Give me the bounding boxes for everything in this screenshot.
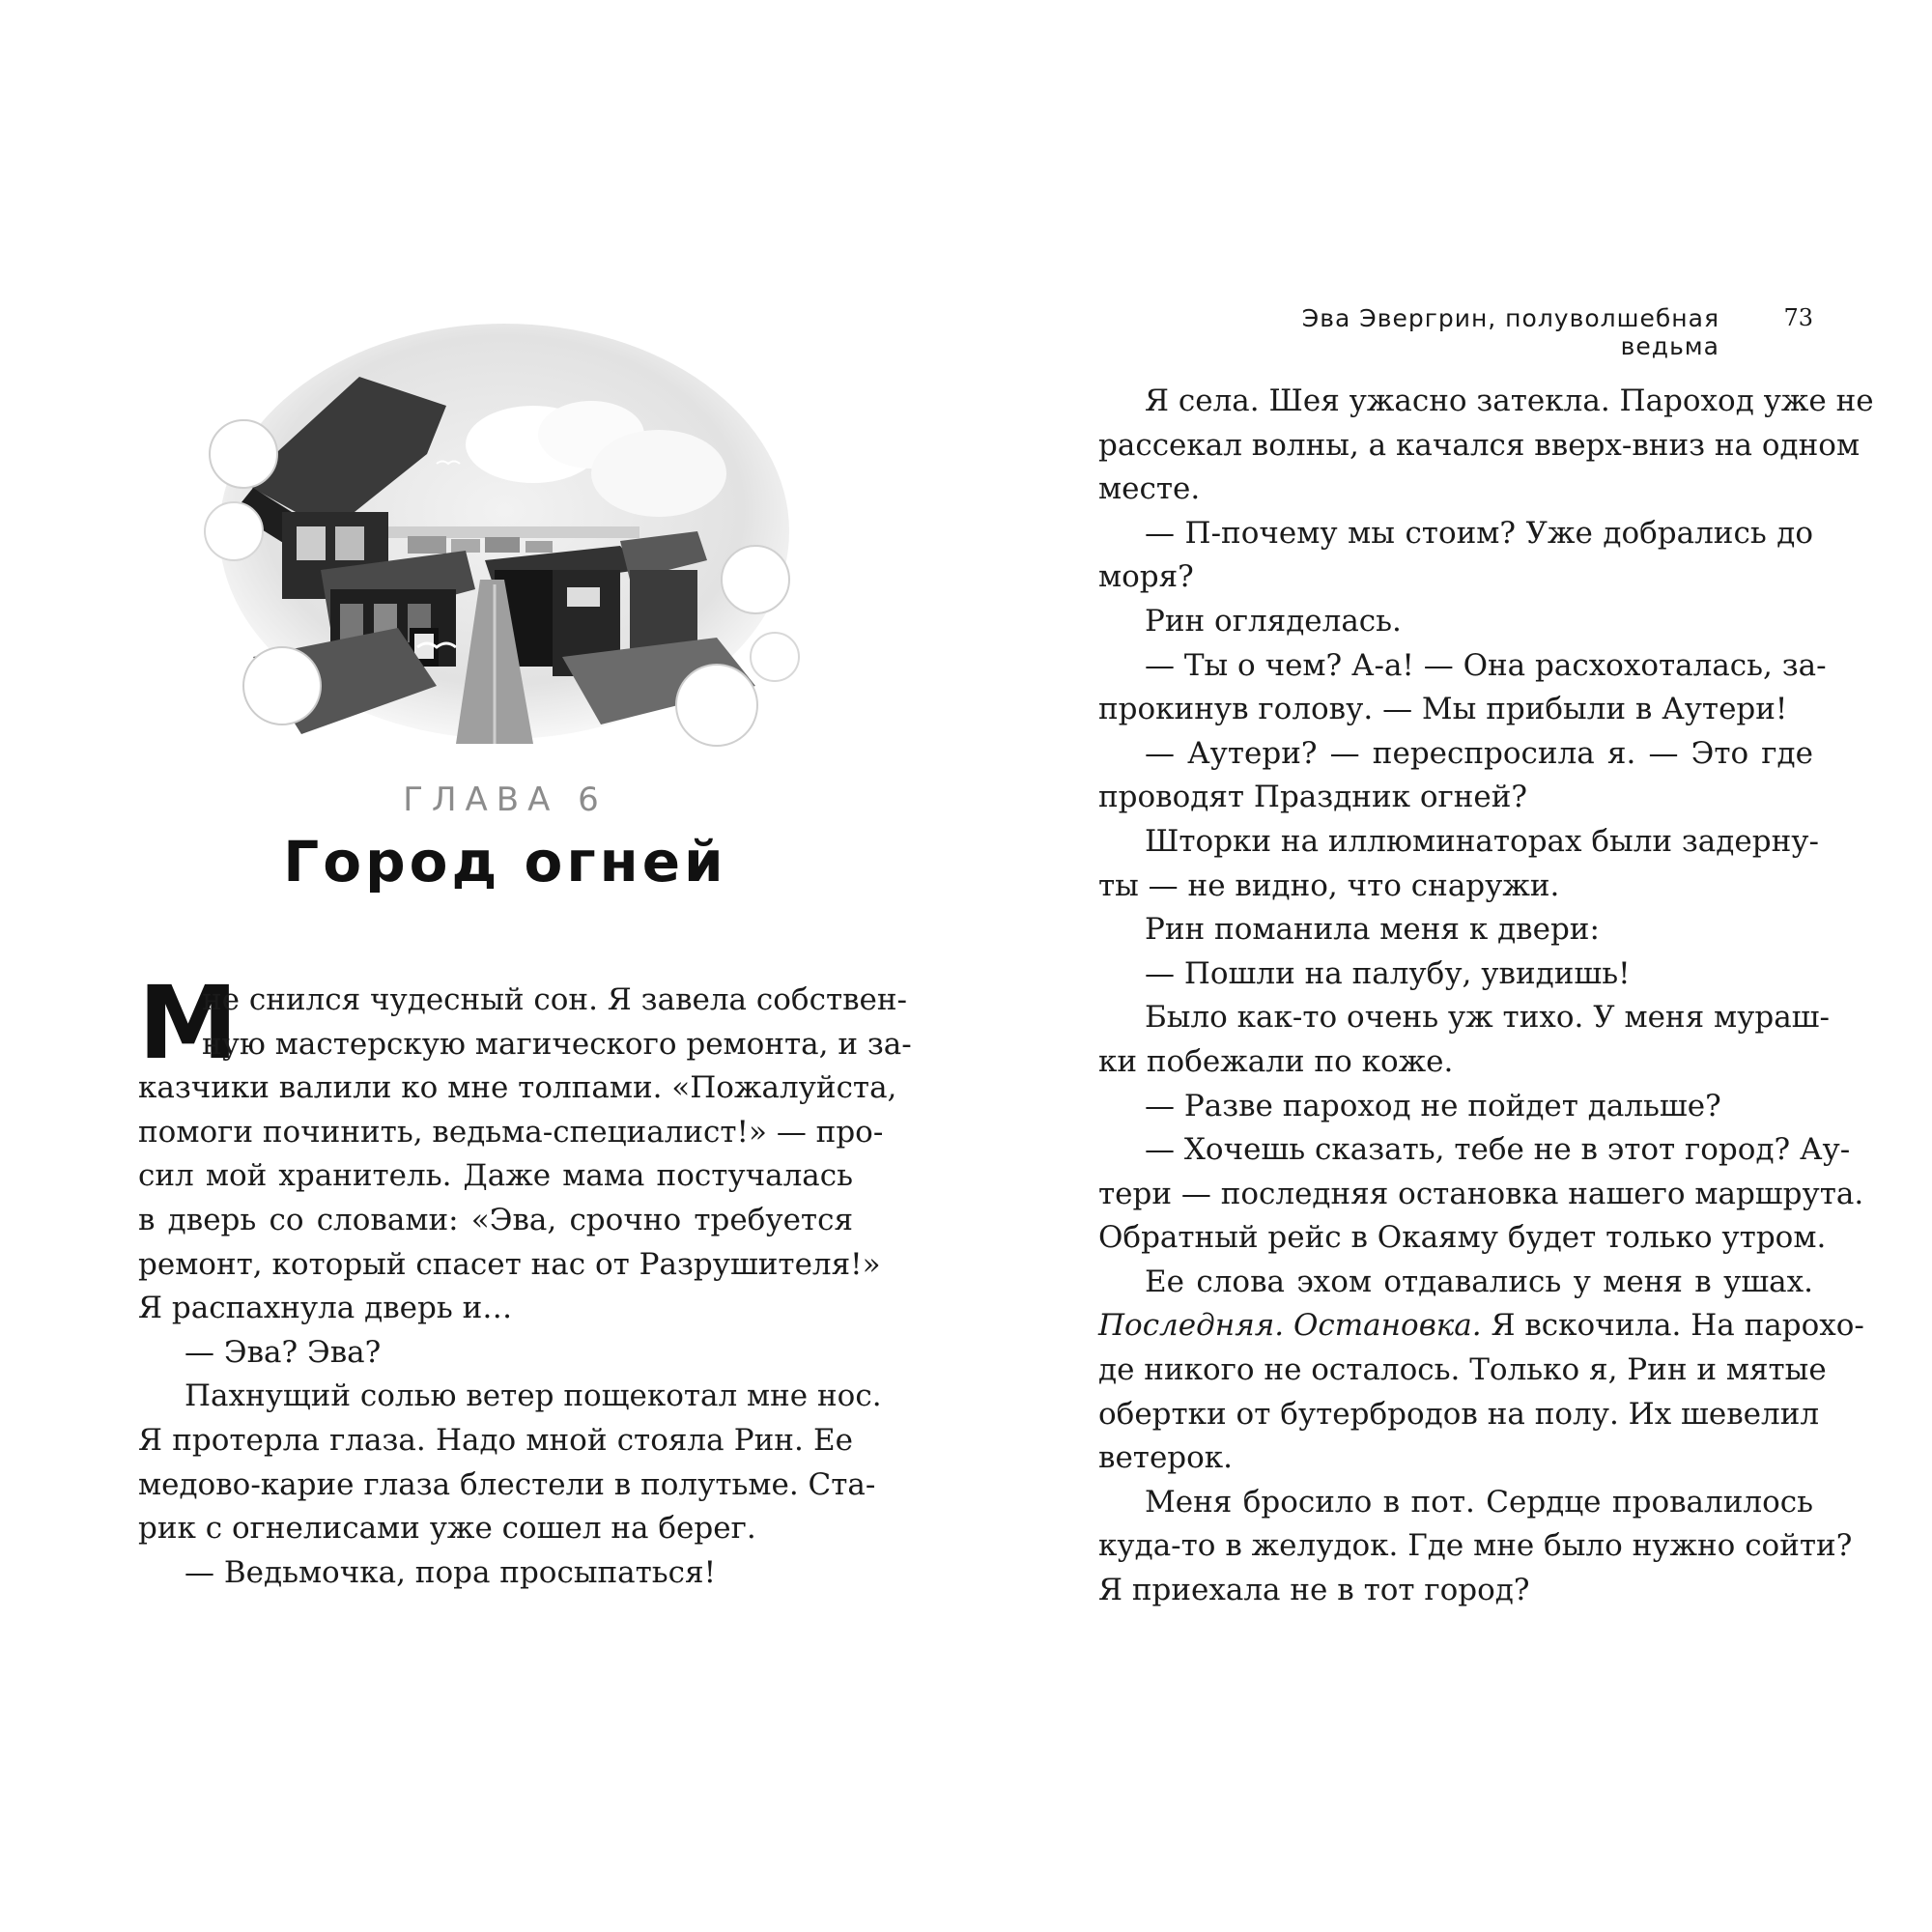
text-line: медово-карие глаза блестели в полутьме. Ста- [138,1466,876,1502]
text-line: проводят Праздник огней? [1098,780,1528,815]
text-line: — П-почему мы стоим? Уже добрались до [1145,515,1813,551]
text-line: ты — не видно, что снаружи. [1098,867,1560,903]
text-line: помоги починить, ведьма-специалист!» — про- [138,1114,884,1150]
text-line: — Эва? Эва? [185,1334,382,1370]
text-line: ремонт, который спасет нас от Разрушителя!» [138,1246,881,1282]
text-line: казчики валили ко мне толпами. «Пожалуйста, [138,1070,897,1106]
text-line: Ее слова эхом отдавались у меня в ушах. [1145,1264,1813,1299]
right-page [966,0,1932,1932]
town-illustration [214,338,792,746]
text-line: Рин поманила меня к двери: [1145,912,1600,948]
right-body-text [1098,380,1874,1613]
page-number: 73 [1783,304,1813,331]
drop-cap: М [138,964,239,1082]
text-line: рассекал волны, а качался вверх-вниз на одном [1098,427,1861,463]
text-line-rest: Я вскочила. На парохо- [1481,1308,1864,1344]
text-line: Я приехала не в тот город? [1098,1573,1530,1608]
text-line: — Хочешь сказать, тебе не в этот город? Ау- [1145,1132,1851,1168]
text-line: — Аутери? — переспросила я. — Это где [1145,735,1813,771]
text-line: ную мастерскую магического ремонта, и за- [202,1026,912,1062]
text-line: де никого не осталось. Только я, Рин и мятые [1098,1352,1827,1388]
text-line: — Разве пароход не пойдет дальше? [1145,1088,1721,1123]
text-line: куда-то в желудок. Где мне было нужно сойти? [1098,1528,1853,1564]
text-line: ветерок. [1098,1440,1234,1476]
left-body-text [138,964,912,1595]
text-line: Рин огляделась. [1145,603,1402,639]
text-line: рик с огнелисами уже сошел на берег. [138,1511,756,1547]
text-line: обертки от бутербродов на полу. Их шевелил [1098,1396,1820,1432]
text-line: в дверь со словами: «Эва, срочно требуется [138,1202,853,1237]
text-line: сил мой хранитель. Даже мама постучалась [138,1158,853,1194]
text-line: тери — последняя остановка нашего маршрута. [1098,1176,1864,1211]
text-line: Я села. Шея ужасно затекла. Пароход уже не [1145,384,1874,418]
text-line: — Ты о чем? А-а! — Она расхохоталась, за- [1145,647,1827,683]
text-line: — Пошли на палубу, увидишь! [1145,955,1631,991]
running-head: Эва Эвергрин, полуволшебная ведьма [1301,304,1719,360]
text-line: Было как-то очень уж тихо. У меня мураш- [1145,1000,1830,1036]
text-line: месте. [1098,471,1201,507]
text-line: Я протерла глаза. Надо мной стояла Рин. Ее [138,1422,853,1458]
text-line: Пахнущий солью ветер пощекотал мне нос. [185,1378,882,1414]
text-line: — Ведьмочка, пора просыпаться! [185,1554,717,1590]
text-line: Меня бросило в пот. Сердце провалилось [1145,1484,1813,1520]
text-line [1098,1304,1864,1349]
text-line: моря? [1098,559,1194,595]
text-line: Шторки на иллюминаторах были задерну- [1145,823,1819,859]
chapter-number: ГЛАВА 6 [403,781,608,819]
italic-phrase: Последняя. Остановка. [1098,1308,1482,1344]
text-line: Обратный рейс в Окаяму будет только утром. [1098,1220,1827,1256]
text-line: прокинув голову. — Мы прибыли в Аутери! [1098,692,1788,727]
text-line: ки побежали по коже. [1098,1043,1454,1079]
text-line: Я распахнула дверь и… [138,1291,513,1326]
text-line: не снился чудесный сон. Я завела собствен- [202,982,908,1017]
chapter-title: Город огней [283,829,727,895]
